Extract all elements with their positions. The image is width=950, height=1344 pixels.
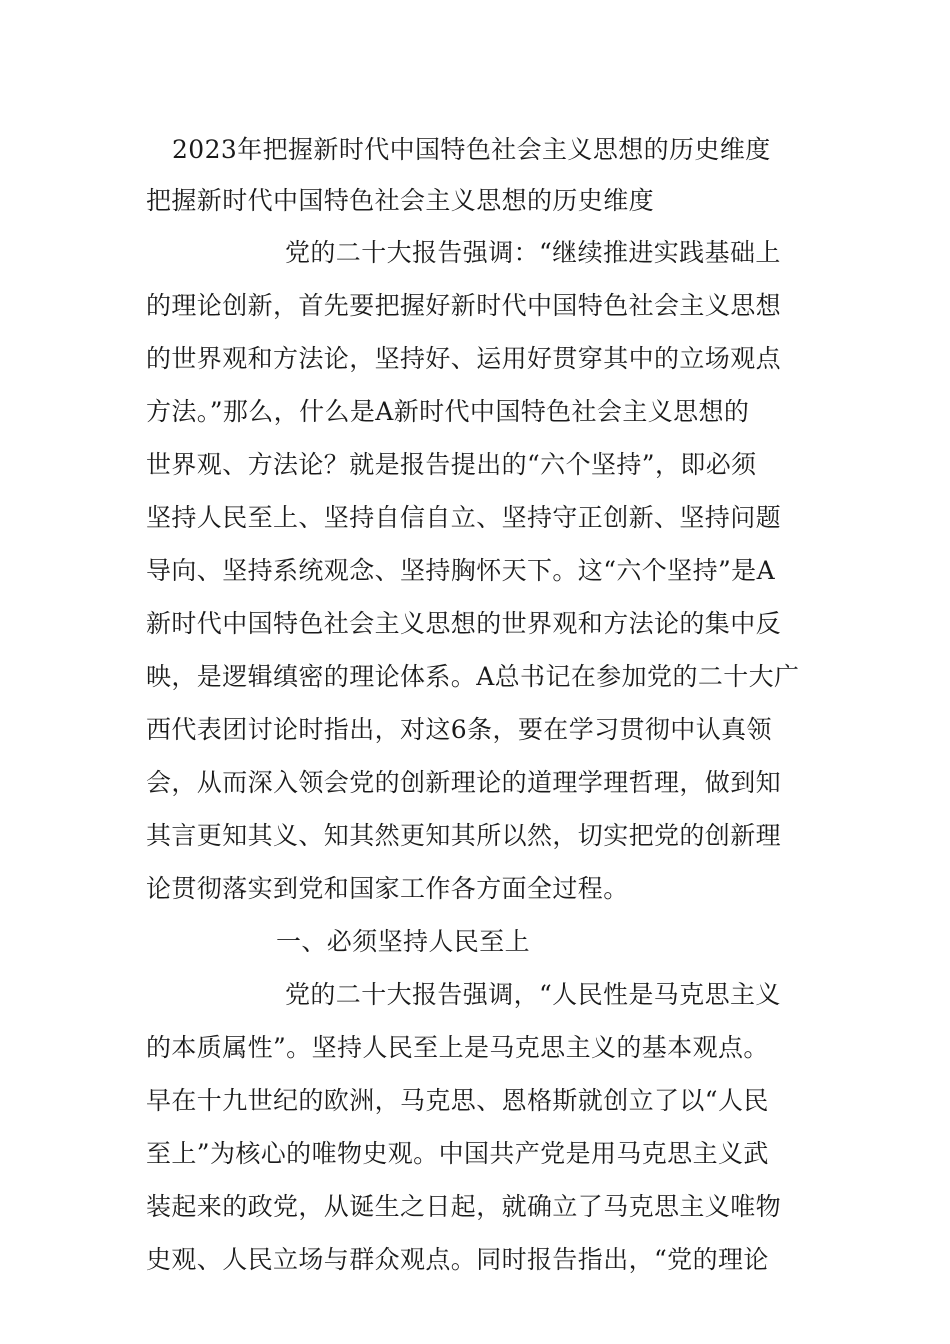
paragraph-1-line: 论贯彻落实到党和国家工作各方面全过程。 [146,874,629,903]
paragraph-1-line: 映，是逻辑缜密的理论体系。A总书记在参加党的二十大广 [146,662,800,691]
document-title: 2023年把握新时代中国特色社会主义思想的历史维度 [172,135,771,164]
paragraph-1-line: 会，从而深入领会党的创新理论的道理学理哲理，做到知 [146,768,782,797]
paragraph-1-line: 世界观、方法论？就是报告提出的“六个坚持”，即必须 [146,450,757,479]
paragraph-1-line: 的世界观和方法论，坚持好、运用好贯穿其中的立场观点 [146,344,782,373]
paragraph-2-line: 至上”为核心的唯物史观。中国共产党是用马克思主义武 [146,1139,769,1168]
paragraph-1-line: 其言更知其义、知其然更知其所以然，切实把党的创新理 [146,821,782,850]
paragraph-1-line: 导向、坚持系统观念、坚持胸怀天下。这“六个坚持”是A [146,556,776,585]
document-subtitle: 把握新时代中国特色社会主义思想的历史维度 [146,186,655,215]
paragraph-1-line: 新时代中国特色社会主义思想的世界观和方法论的集中反 [146,609,782,638]
paragraph-2-line: 早在十九世纪的欧洲，马克思、恩格斯就创立了以“人民 [146,1086,769,1115]
paragraph-1-line: 的理论创新，首先要把握好新时代中国特色社会主义思想 [146,291,782,320]
paragraph-2-line: 装起来的政党，从诞生之日起，就确立了马克思主义唯物 [146,1192,782,1221]
section-heading: 一、必须坚持人民至上 [276,927,531,956]
paragraph-2-line: 史观、人民立场与群众观点。同时报告指出，“党的理论 [146,1245,769,1274]
paragraph-2-line: 的本质属性”。坚持人民至上是马克思主义的基本观点。 [146,1033,769,1062]
paragraph-1-line: 党的二十大报告强调：“继续推进实践基础上 [285,238,781,267]
paragraph-1-line: 坚持人民至上、坚持自信自立、坚持守正创新、坚持问题 [146,503,782,532]
paragraph-1-line: 西代表团讨论时指出，对这6条，要在学习贯彻中认真领 [146,715,772,744]
paragraph-1-line: 方法。”那么，什么是A新时代中国特色社会主义思想的 [146,397,750,426]
paragraph-2-line: 党的二十大报告强调，“人民性是马克思主义 [285,980,781,1009]
